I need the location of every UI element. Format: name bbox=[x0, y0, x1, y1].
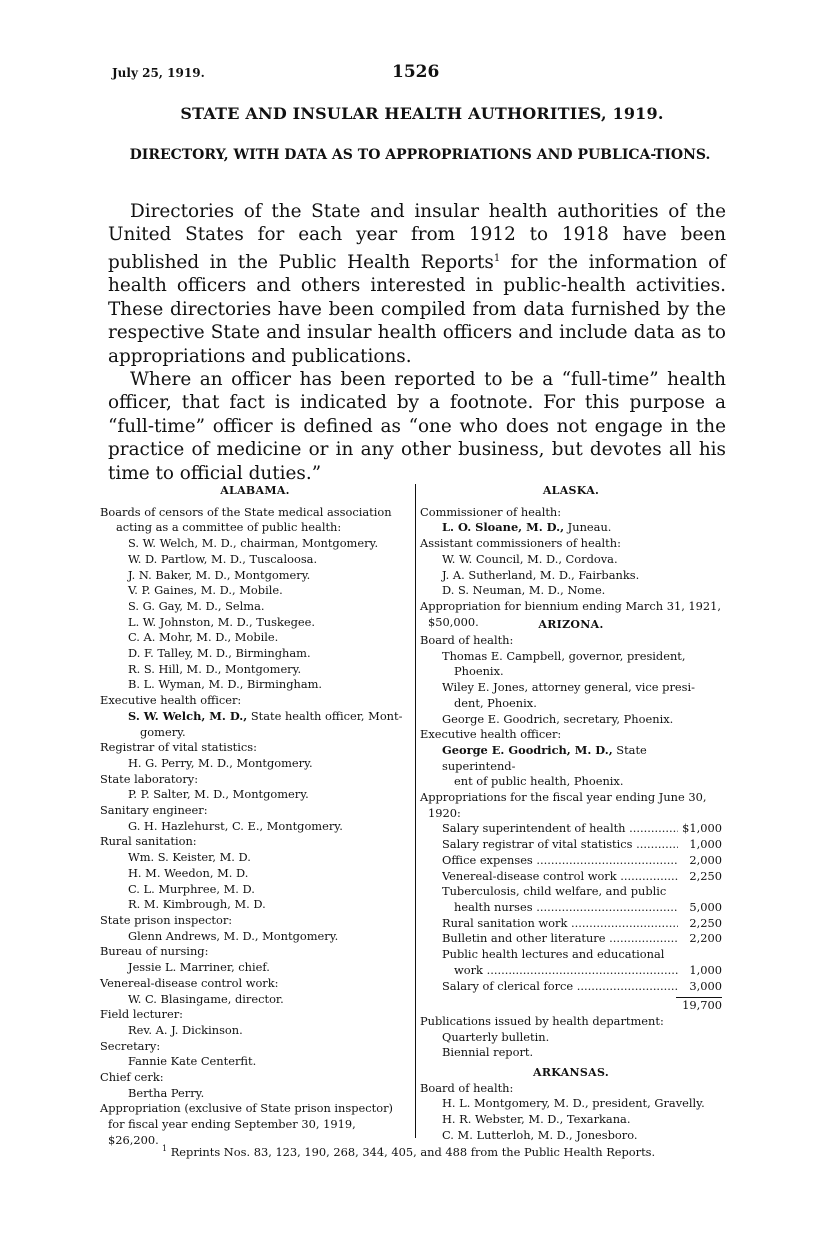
alabama-exec-officer bbox=[100, 709, 410, 740]
approp-amount: 5,000 bbox=[689, 899, 722, 914]
approp-label: Bulletin and other literature ..... bbox=[442, 931, 678, 947]
arizona-board-member bbox=[420, 649, 722, 680]
alabama-rural-member: Wm. S. Keister, M. D. bbox=[128, 850, 251, 865]
alabama-registrar-label: Registrar of vital statistics: bbox=[100, 740, 257, 755]
alabama-nursing: Jessie L. Marriner, chief. bbox=[128, 960, 270, 975]
alabama-registrar: H. G. Perry, M. D., Montgomery. bbox=[128, 755, 313, 770]
alabama-board-member: C. A. Mohr, M. D., Mobile. bbox=[128, 630, 279, 645]
arizona-approp-total: 19,700 bbox=[682, 998, 722, 1013]
footnote-marker: 1 bbox=[162, 1144, 168, 1153]
alabama-secretary: Fannie Kate Centerfit. bbox=[128, 1054, 257, 1069]
approp-label-l1: Tuberculosis, child welfare, and public bbox=[442, 884, 667, 899]
alabama-boards-label bbox=[100, 505, 410, 536]
arizona-board-2-l2: dent, Phoenix. bbox=[454, 695, 537, 710]
state-heading-alaska: ALASKA. bbox=[542, 484, 600, 497]
arkansas-board-member: C. M. Lutterloh, M. D., Jonesboro. bbox=[442, 1127, 638, 1142]
alaska-assistants-label: Assistant commissioners of health: bbox=[420, 536, 621, 551]
arizona-approp-item bbox=[420, 931, 722, 947]
arizona-approp-item bbox=[420, 884, 722, 915]
alabama-rural-label: Rural sanitation: bbox=[100, 834, 197, 849]
arizona-exec-name: George E. Goodrich, M. D., bbox=[442, 742, 613, 757]
document-subtitle bbox=[118, 146, 722, 164]
state-heading-arkansas: ARKANSAS. bbox=[533, 1066, 609, 1080]
alabama-board-member: S. W. Welch, M. D., chairman, Montgomery. bbox=[128, 536, 379, 551]
alabama-board-member: D. F. Talley, M. D., Birmingham. bbox=[128, 646, 311, 661]
intro-paragraph-1 bbox=[108, 200, 726, 368]
alaska-commissioner bbox=[420, 520, 722, 536]
column-right bbox=[420, 483, 722, 1144]
alaska-assistant: J. A. Sutherland, M. D., Fairbanks. bbox=[442, 567, 640, 582]
alabama-rural-member: C. L. Murphree, M. D. bbox=[128, 881, 255, 896]
alabama-lab: P. P. Salter, M. D., Montgomery. bbox=[128, 787, 309, 802]
alabama-venereal-label: Venereal-disease control work: bbox=[100, 975, 279, 990]
intro-text bbox=[108, 200, 726, 485]
arkansas-board-label: Board of health: bbox=[420, 1080, 514, 1095]
alabama-exec-label: Executive health officer: bbox=[100, 693, 242, 708]
arizona-pubs-label: Publications issued by health department: bbox=[420, 1013, 664, 1028]
arizona-board-2-l1: Wiley E. Jones, attorney general, vice presi- bbox=[442, 680, 695, 695]
approp-amount: 2,250 bbox=[689, 915, 722, 930]
approp-label-l1: Public health lectures and educational bbox=[442, 947, 665, 962]
arizona-exec-label: Executive health officer: bbox=[420, 727, 562, 742]
page-number: 1526 bbox=[392, 62, 440, 82]
alabama-clerk-label: Chief cerk: bbox=[100, 1070, 164, 1085]
alabama-lecturer: Rev. A. J. Dickinson. bbox=[128, 1022, 243, 1037]
arizona-exec-rest-2: ent of public health, Phoenix. bbox=[454, 774, 624, 789]
approp-label: Office expenses ..... bbox=[442, 853, 678, 869]
state-heading-alabama: ALABAMA. bbox=[220, 484, 290, 497]
alabama-board-member: L. W. Johnston, M. D., Tuskegee. bbox=[128, 614, 316, 629]
alaska-commissioner-label: Commissioner of health: bbox=[420, 504, 562, 519]
arizona-approp-item bbox=[420, 916, 722, 932]
approp-amount: 1,000 bbox=[689, 962, 722, 977]
state-heading-arizona: ARIZONA. bbox=[538, 618, 604, 632]
alabama-board-member: W. D. Partlow, M. D., Tuscaloosa. bbox=[128, 551, 318, 566]
intro-p1-a: Directories of the State and insular health authorities of the United States for each year from 1912 to 1918 have been published in the Public Health Reports bbox=[108, 201, 726, 273]
alabama-lab-label: State laboratory: bbox=[100, 771, 199, 786]
alabama-lecturer-label: Field lecturer: bbox=[100, 1007, 183, 1022]
approp-amount: $1,000 bbox=[682, 821, 722, 836]
alaska-commissioner-rest: Juneau. bbox=[564, 520, 612, 535]
approp-amount: 1,000 bbox=[689, 837, 722, 852]
alaska-approp-l1: Appropriation for biennium ending March 31, 1921, bbox=[420, 598, 722, 613]
alabama-prison-label: State prison inspector: bbox=[100, 912, 233, 927]
alabama-board-member: V. P. Gaines, M. D., Mobile. bbox=[128, 583, 283, 598]
alabama-boards-l2: acting as a committee of public health: bbox=[116, 520, 342, 535]
intro-p1-ref: 1 bbox=[493, 252, 501, 264]
subtitle-text: DIRECTORY, WITH DATA AS TO APPROPRIATIONS AND PUBLICA-TIONS. bbox=[129, 147, 711, 163]
document-title: STATE AND INSULAR HEALTH AUTHORITIES, 1919. bbox=[180, 104, 664, 123]
alabama-exec-rest-2: gomery. bbox=[140, 724, 186, 739]
alabama-rural-member: H. M. Weedon, M. D. bbox=[128, 865, 249, 880]
footnote-text: Reprints Nos. 83, 123, 190, 268, 344, 405, and 488 from the Public Health Reports. bbox=[167, 1144, 656, 1159]
alabama-board-member: J. N. Baker, M. D., Montgomery. bbox=[128, 567, 311, 582]
alabama-secretary-label: Secretary: bbox=[100, 1038, 161, 1053]
approp-amount: 3,000 bbox=[689, 978, 722, 993]
approp-label: Venereal-disease control work ..... bbox=[442, 869, 678, 885]
alabama-approp-l1: Appropriation (exclusive of State prison inspector) bbox=[100, 1101, 393, 1116]
alabama-rural-member: R. M. Kimbrough, M. D. bbox=[128, 897, 266, 912]
arizona-approp-item bbox=[420, 853, 722, 869]
arizona-exec-officer bbox=[420, 743, 722, 790]
column-left bbox=[100, 483, 410, 1149]
approp-label-l2: work ..... bbox=[454, 963, 678, 979]
alabama-sanitary-label: Sanitary engineer: bbox=[100, 803, 208, 818]
intro-paragraph-2: Where an officer has been reported to be a “full-time” health officer, that fact is indicated by a footnote. For this purpose a “full-time” officer is defined as “one who does not engage in the practice of medicine or in any other business, but devotes all his time to official duties.” bbox=[108, 368, 726, 484]
alabama-approp-l2: for fiscal year ending September 30, 1919, $26,200. bbox=[108, 1117, 356, 1147]
alaska-assistant: W. W. Council, M. D., Cordova. bbox=[442, 551, 618, 566]
arizona-approp-item bbox=[420, 837, 722, 853]
arizona-approp-item bbox=[420, 821, 722, 837]
alabama-boards-l1: Boards of censors of the State medical association bbox=[100, 504, 392, 519]
alabama-appropriation bbox=[100, 1101, 410, 1148]
arizona-approp-label-l1: Appropriations for the fiscal year ending June 30, bbox=[420, 790, 707, 805]
approp-label-l2: health nurses ..... bbox=[454, 900, 678, 916]
arkansas-board-member: H. R. Webster, M. D., Texarkana. bbox=[442, 1112, 631, 1127]
alabama-prison: Glenn Andrews, M. D., Montgomery. bbox=[128, 928, 339, 943]
arizona-exec-rest: State superintend- bbox=[442, 742, 647, 773]
arizona-approp-item bbox=[420, 869, 722, 885]
approp-amount: 2,200 bbox=[689, 931, 722, 946]
arizona-board-member bbox=[420, 680, 722, 711]
arizona-approp-label bbox=[420, 790, 722, 821]
arizona-publication: Quarterly bulletin. bbox=[442, 1029, 550, 1044]
arizona-approp-label-l2: 1920: bbox=[428, 805, 461, 820]
alabama-board-member: R. S. Hill, M. D., Montgomery. bbox=[128, 661, 302, 676]
alabama-board-member: B. L. Wyman, M. D., Birmingham. bbox=[128, 677, 323, 692]
arizona-approp-item bbox=[420, 947, 722, 978]
arizona-board-1-l1: Thomas E. Campbell, governor, president, bbox=[442, 648, 686, 663]
alaska-commissioner-name: L. O. Sloane, M. D., bbox=[442, 520, 565, 535]
arkansas-board-member: H. L. Montgomery, M. D., president, Gravelly. bbox=[442, 1096, 705, 1111]
header-date: July 25, 1919. bbox=[112, 66, 205, 80]
arizona-board-member: George E. Goodrich, secretary, Phoenix. bbox=[442, 711, 674, 726]
alabama-sanitary: G. H. Hazlehurst, C. E., Montgomery. bbox=[128, 818, 343, 833]
arizona-board-1-l2: Phoenix. bbox=[454, 664, 504, 679]
arizona-board-label: Board of health: bbox=[420, 633, 514, 648]
column-divider bbox=[415, 484, 416, 1138]
arizona-approp-item bbox=[420, 979, 722, 995]
intro-p1-b: for the information of health officers and others interested in public-health activities. These directories have been compiled from data furnished by the respective State and insular health officers and include data as to appropriations and publications. bbox=[108, 251, 726, 367]
alabama-nursing-label: Bureau of nursing: bbox=[100, 944, 209, 959]
alaska-assistant: D. S. Neuman, M. D., Nome. bbox=[442, 583, 606, 598]
alaska-approp-l2: $50,000. bbox=[428, 614, 479, 629]
alabama-board-member: S. G. Gay, M. D., Selma. bbox=[128, 598, 265, 613]
arizona-publication: Biennial report. bbox=[442, 1045, 534, 1060]
approp-label: Salary superintendent of health ..... bbox=[442, 821, 678, 837]
approp-amount: 2,000 bbox=[689, 852, 722, 867]
alabama-exec-rest: State health officer, Mont- bbox=[247, 708, 403, 723]
approp-label: Rural sanitation work ..... bbox=[442, 916, 678, 932]
alabama-clerk: Bertha Perry. bbox=[128, 1085, 205, 1100]
approp-label: Salary of clerical force ..... bbox=[442, 979, 678, 995]
approp-label: Salary registrar of vital statistics ..... bbox=[442, 837, 678, 853]
footnote bbox=[162, 1144, 722, 1159]
alabama-exec-name: S. W. Welch, M. D., bbox=[128, 708, 248, 723]
approp-amount: 2,250 bbox=[689, 868, 722, 883]
alabama-venereal: W. C. Blasingame, director. bbox=[128, 991, 284, 1006]
